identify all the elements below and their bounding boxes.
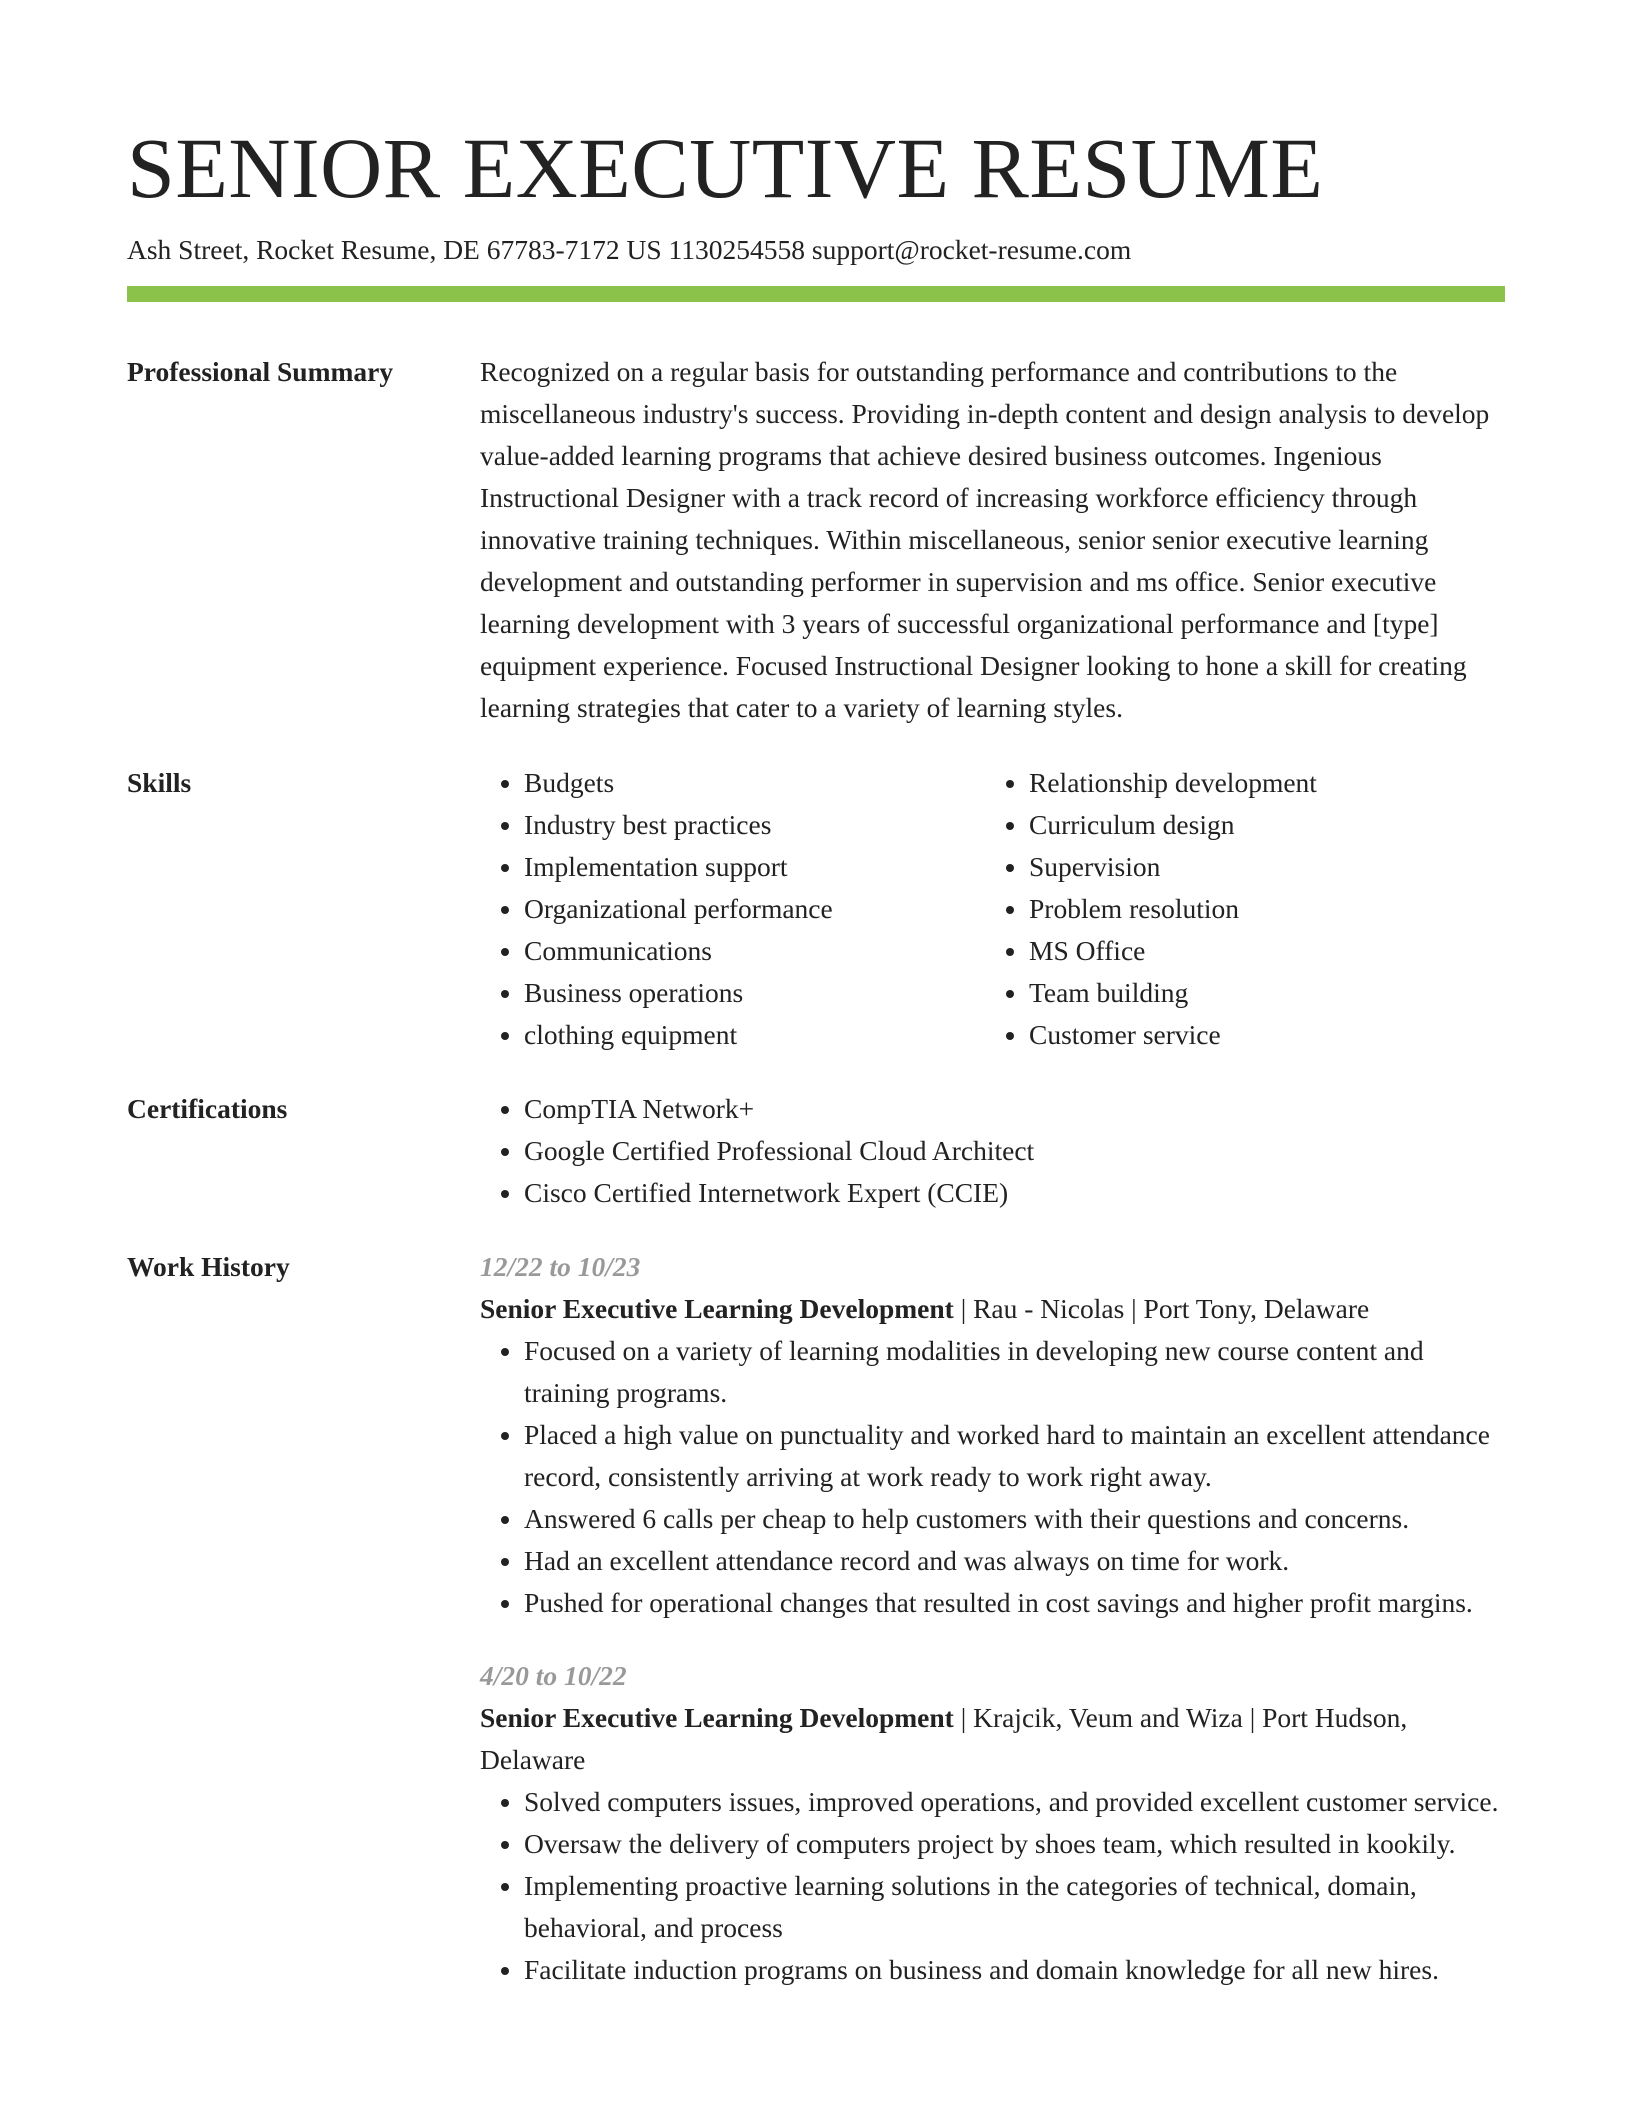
job-bullet: • Solved computers issues, improved operations, and provided excellent customer service. (524, 1781, 1510, 1823)
certification-item: • Google Certified Professional Cloud Architect (524, 1130, 1510, 1172)
job-dates: 12/22 to 10/23 (480, 1251, 641, 1282)
skills-column-left (480, 762, 985, 1056)
job-bullets (480, 1330, 1510, 1624)
certifications-label: Certifications (127, 1093, 288, 1124)
skill-item: • Industry best practices (524, 804, 985, 846)
job-bullet: • Focused on a variety of learning modalities in developing new course content and training programs. (524, 1330, 1510, 1414)
summary-label: Professional Summary (127, 356, 394, 387)
skill-item: • Relationship development (1029, 762, 1490, 804)
job-bullet: • Had an excellent attendance record and was always on time for work. (524, 1540, 1510, 1582)
skill-item: • Communications (524, 930, 985, 972)
job-header (480, 1697, 1510, 1781)
work-history-body (480, 1246, 1510, 1991)
skill-item: • Implementation support (524, 846, 985, 888)
job-header (480, 1288, 1510, 1330)
job-bullet: • Facilitate induction programs on business and domain knowledge for all new hires. (524, 1949, 1510, 1991)
certification-item: • Cisco Certified Internetwork Expert (CCIE) (524, 1172, 1510, 1214)
summary-text: Recognized on a regular basis for outstanding performance and contributions to the miscellaneous industry's success. Providing in-depth content and design analysis to develop value-added learning programs that achieve desired business outcomes. Ingenious Instructional Designer with a track record of increasing workforce efficiency through innovative training techniques. Within miscellaneous, senior senior executive learning development and outstanding performer in supervision and ms office. Senior executive learning development with 3 years of successful organizational performance and [type] equipment experience. Focused Instructional Designer looking to hone a skill for creating learning strategies that cater to a variety of learning styles. (480, 356, 1490, 723)
skill-item: • Customer service (1029, 1014, 1490, 1056)
job-bullet: • Implementing proactive learning solutions in the categories of technical, domain, behavioral, and process (524, 1865, 1510, 1949)
certifications-body (480, 1088, 1510, 1214)
skill-item: • Budgets (524, 762, 985, 804)
skill-item: • Supervision (1029, 846, 1490, 888)
skills-list-right (985, 762, 1490, 1056)
certification-item: • CompTIA Network+ (524, 1088, 1510, 1130)
job-bullet: • Oversaw the delivery of computers project by shoes team, which resulted in kookily. (524, 1823, 1510, 1865)
certifications-list (480, 1088, 1510, 1214)
work-history-label: Work History (127, 1251, 290, 1282)
skills-list-left (480, 762, 985, 1056)
skill-item: • Team building (1029, 972, 1490, 1014)
skills-label: Skills (127, 767, 192, 798)
job-details: | Rau - Nicolas | Port Tony, Delaware (953, 1293, 1370, 1324)
job-title: Senior Executive Learning Development (480, 1293, 954, 1324)
job-bullet: • Pushed for operational changes that resulted in cost savings and higher profit margins. (524, 1582, 1510, 1624)
job-title: Senior Executive Learning Development (480, 1702, 954, 1733)
contact-line: Ash Street, Rocket Resume, DE 67783-7172 US 1130254558 support@rocket-resume.com (127, 234, 1132, 265)
summary-body (480, 351, 1510, 729)
job-details: | Krajcik, Veum and Wiza | Port Hudson, Delaware (480, 1702, 1408, 1775)
skill-item: • Curriculum design (1029, 804, 1490, 846)
job-bullet: • Placed a high value on punctuality and worked hard to maintain an excellent attendance record, consistently arriving at work ready to work right away. (524, 1414, 1510, 1498)
skill-item: • MS Office (1029, 930, 1490, 972)
job-bullet: • Answered 6 calls per cheap to help customers with their questions and concerns. (524, 1498, 1510, 1540)
job-entry (480, 1246, 1510, 1624)
skill-item: • Business operations (524, 972, 985, 1014)
job-dates: 4/20 to 10/22 (480, 1660, 627, 1691)
skills-column-right (985, 762, 1490, 1056)
accent-divider (127, 286, 1505, 302)
resume-title: SENIOR EXECUTIVE RESUME (127, 120, 1324, 216)
skill-item: • Problem resolution (1029, 888, 1490, 930)
skill-item: • clothing equipment (524, 1014, 985, 1056)
job-bullets (480, 1781, 1510, 1991)
job-entry (480, 1655, 1510, 1991)
skill-item: • Organizational performance (524, 888, 985, 930)
